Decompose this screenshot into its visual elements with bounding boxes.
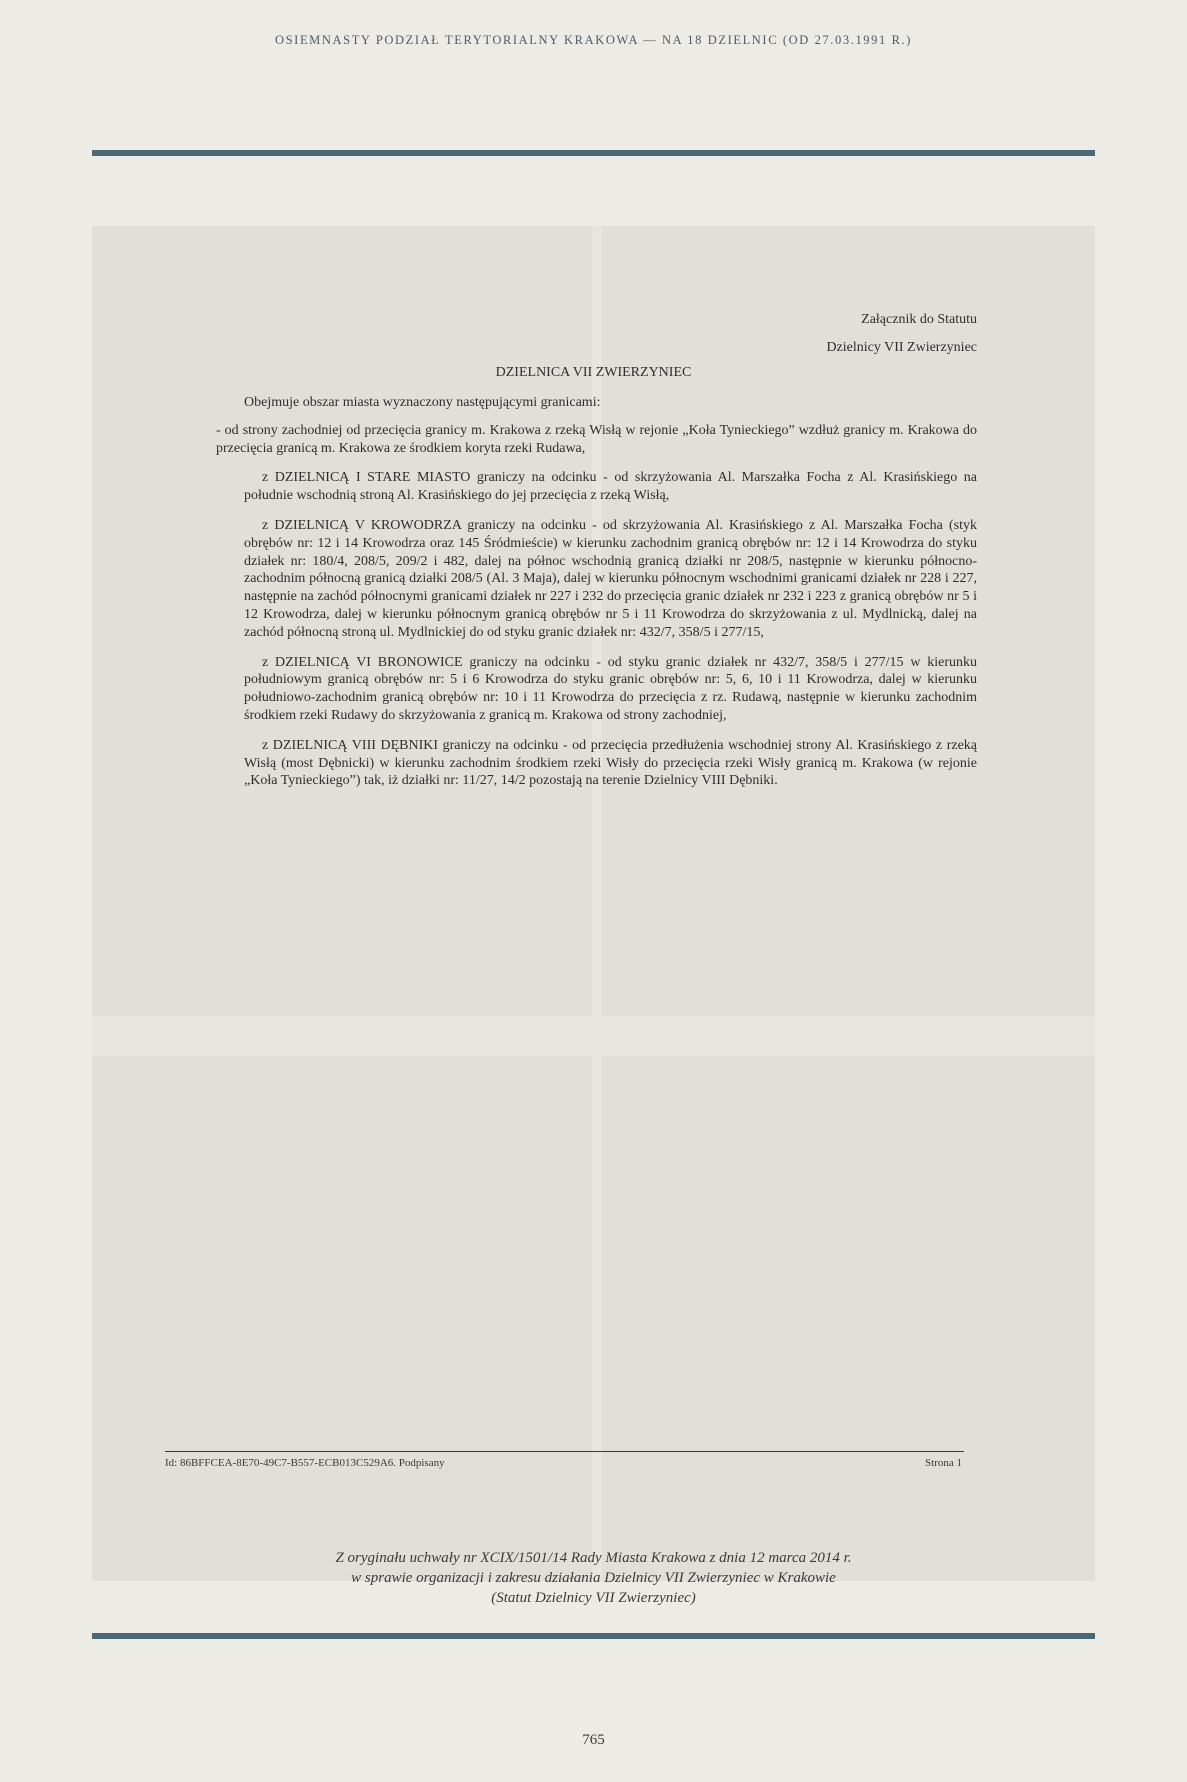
page-number: 765 [582, 1732, 605, 1748]
district-v-paragraph: z DZIELNICĄ V KROWODRZA graniczy na odcinku - od skrzyżowania Al. Krasińskiego z Al. Marszałka Focha (styk obrębów nr: 12 i 14 Krowodrza oraz 145 Śródmieście) w kierunku zachodnim granicą obrębów nr: 12 i 14 Krowodrza do styku działek nr: 180/4, 208/5, 209/2 i 482, dalej na północ wschodnią granicą działki nr 208/5, następnie w kierunku północno-zachodnim północną granicą działki 208/5 (Al. 3 Maja), dalej w kierunku północnym wschodnimi granicami działek nr 228 i 227, następnie na zachód północnymi granicami działek nr 227 i 232 do przecięcia granic działek nr 232 i 223 z granicą obrębów nr 5 i 12 Krowodrza, dalej w kierunku północnym granicą obrębów nr 5 i 11 Krowodrza do skrzyżowania z ul. Mydlnicką, dalej na zachód północną stroną ul. Mydlnickiej do od styku granic działek nr: 432/7, 358/5 i 277/15, [244, 517, 977, 640]
footer-page-label: Strona 1 [925, 1457, 962, 1469]
caption-line-3: (Statut Dzielnicy VII Zwierzyniec) [491, 1590, 696, 1606]
running-head: OSIEMNASTY PODZIAŁ TERYTORIALNY KRAKOWA — NA 18 DZIELNIC (OD 27.03.1991 R.) [275, 33, 912, 47]
source-caption [0, 1548, 1187, 1608]
document-heading: DZIELNICA VII ZWIERZYNIEC [495, 365, 692, 380]
document-body [216, 394, 977, 802]
top-rule [92, 150, 1095, 156]
intro-paragraph: Obejmuje obszar miasta wyznaczony następującymi granicami: [244, 395, 601, 410]
show-through-panel [602, 1056, 1095, 1581]
district-vi-paragraph: z DZIELNICĄ VI BRONOWICE graniczy na odcinku - od styku granic działek nr 432/7, 358/5 i 277/15 w kierunku południowym granicą obrębów nr: 5 i 6 Krowodrza do styku granic obrębów nr: 5, 6, 10 i 11 Krowodrza, dalej w kierunku południowo-zachodnim granicą obrębów nr: 10 i 11 Krowodrza do przecięcia z rz. Rudawą, następnie w kierunku zachodnim środkiem rzeki Rudawy do skrzyżowania z granicą m. Krakowa od strony zachodniej, [244, 654, 977, 723]
caption-line-2: w sprawie organizacji i zakresu działania Dzielnicy VII Zwierzyniec w Krakowie [351, 1570, 836, 1586]
bottom-rule [92, 1633, 1095, 1639]
attachment-line-1: Załącznik do Statutu [861, 312, 977, 327]
show-through-panel [92, 1056, 592, 1581]
attachment-label [826, 306, 977, 362]
west-boundary-paragraph: - od strony zachodniej od przecięcia granicy m. Krakowa z rzeką Wisłą w rejonie „Koła Tynieckiego” wzdłuż granicy m. Krakowa do przecięcia granicą m. Krakowa ze środkiem koryta rzeki Rudawa, [216, 422, 977, 456]
footer-divider [165, 1451, 964, 1452]
district-viii-paragraph: z DZIELNICĄ VIII DĘBNIKI graniczy na odcinku - od przecięcia przedłużenia wschodniej strony Al. Krasińskiego z rzeką Wisłą (most Dębnicki) w kierunku zachodnim środkiem rzeki Wisły do przecięcia rzeki Wisły granicą m. Krakowa (w rejonie „Koła Tynieckiego”) tak, iż działki nr: 11/27, 14/2 pozostają na terenie Dzielnicy VIII Dębniki. [244, 737, 977, 789]
caption-line-1: Z oryginału uchwały nr XCIX/1501/14 Rady Miasta Krakowa z dnia 12 marca 2014 r. [335, 1550, 852, 1566]
attachment-line-2: Dzielnicy VII Zwierzyniec [826, 340, 977, 355]
document-id: Id: 86BFFCEA-8E70-49C7-B557-ECB013C529A6. Podpisany [165, 1457, 445, 1469]
district-i-paragraph: z DZIELNICĄ I STARE MIASTO graniczy na odcinku - od skrzyżowania Al. Marszałka Focha z Al. Krasińskiego na południe wschodnią stroną Al. Krasińskiego do jej przecięcia z rzeką Wisłą, [244, 470, 977, 504]
